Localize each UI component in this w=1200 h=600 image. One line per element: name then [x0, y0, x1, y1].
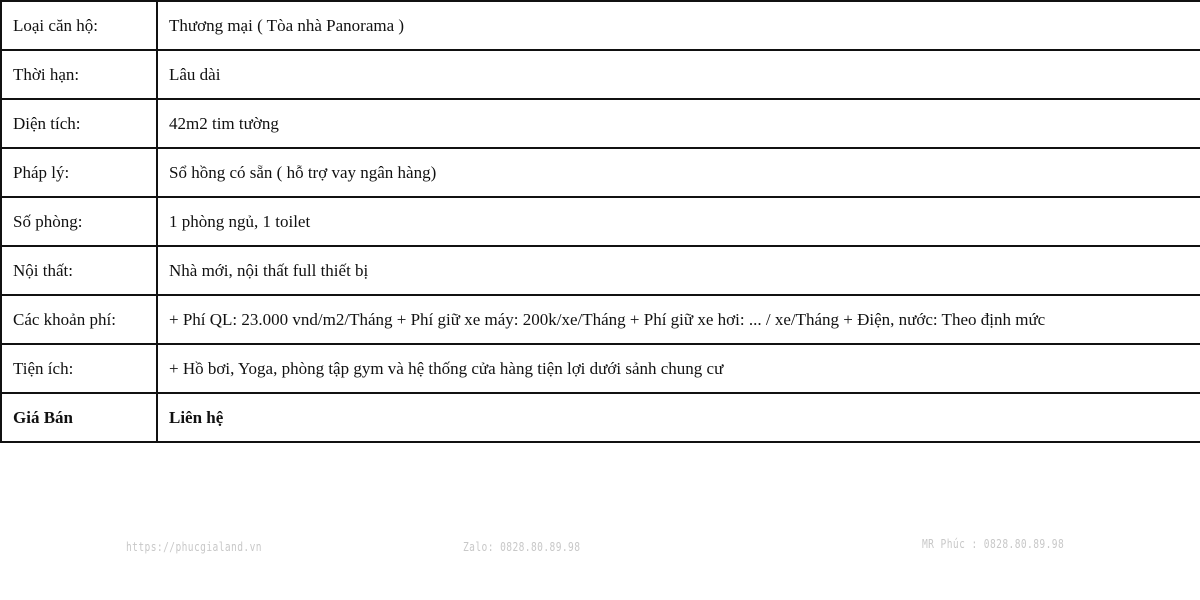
table-row-thoi-han — [1, 50, 1200, 99]
row-value: 42m2 tim tường — [157, 99, 1200, 148]
table-row-loai-can-ho — [1, 1, 1200, 50]
table-row-dien-tich — [1, 99, 1200, 148]
row-label: Nội thất: — [1, 246, 157, 295]
row-label: Diện tích: — [1, 99, 157, 148]
table-row-tien-ich — [1, 344, 1200, 393]
row-label: Pháp lý: — [1, 148, 157, 197]
row-value: + Hồ bơi, Yoga, phòng tập gym và hệ thống cửa hàng tiện lợi dưới sảnh chung cư — [157, 344, 1200, 393]
row-label: Loại căn hộ: — [1, 1, 157, 50]
row-value: Sổ hồng có sẵn ( hỗ trợ vay ngân hàng) — [157, 148, 1200, 197]
row-value: Nhà mới, nội thất full thiết bị — [157, 246, 1200, 295]
table-row-phap-ly — [1, 148, 1200, 197]
row-value: Thương mại ( Tòa nhà Panorama ) — [157, 1, 1200, 50]
table-row-gia-ban — [1, 393, 1200, 442]
row-label: Số phòng: — [1, 197, 157, 246]
row-value: Liên hệ — [157, 393, 1200, 442]
row-label: Các khoản phí: — [1, 295, 157, 344]
row-label: Thời hạn: — [1, 50, 157, 99]
row-label: Giá Bán — [1, 393, 157, 442]
website-watermark: https://phucgialand.vn — [126, 540, 262, 554]
row-value: 1 phòng ngủ, 1 toilet — [157, 197, 1200, 246]
table-row-cac-khoan-phi — [1, 295, 1200, 344]
phone-watermark: MR Phúc : 0828.80.89.98 — [922, 537, 1065, 551]
table-row-noi-that — [1, 246, 1200, 295]
row-value: + Phí QL: 23.000 vnd/m2/Tháng + Phí giữ xe máy: 200k/xe/Tháng + Phí giữ xe hơi: ... / xe/Tháng + Điện, nước: Theo định mức — [157, 295, 1200, 344]
row-label: Tiện ích: — [1, 344, 157, 393]
table-row-so-phong — [1, 197, 1200, 246]
zalo-watermark: Zalo: 0828.80.89.98 — [463, 540, 581, 554]
row-value: Lâu dài — [157, 50, 1200, 99]
